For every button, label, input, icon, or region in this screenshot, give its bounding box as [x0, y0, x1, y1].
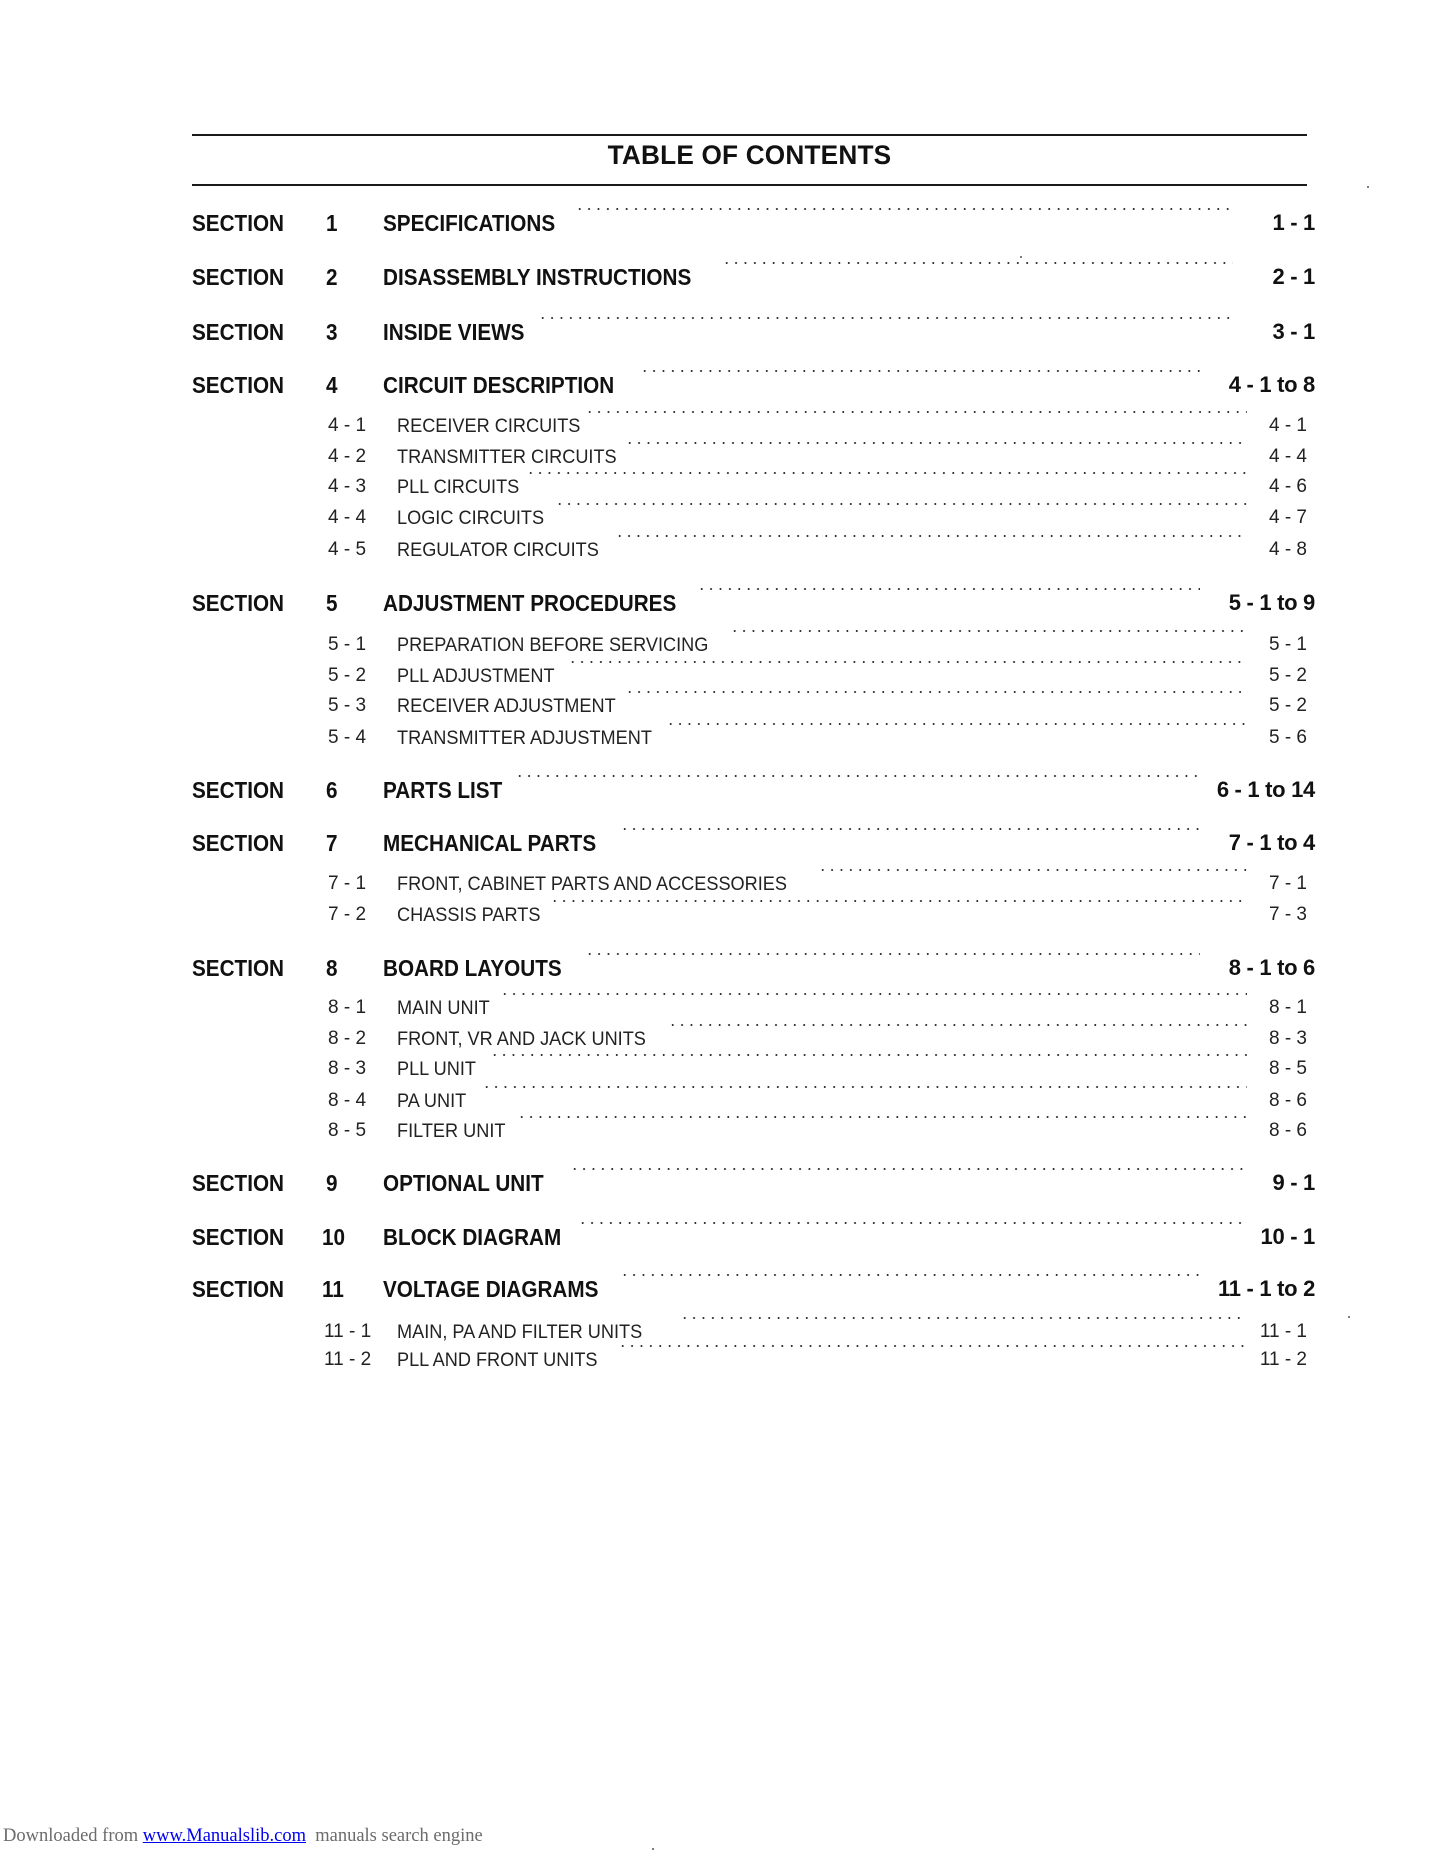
toc-subsection-5-4[interactable] [0, 723, 1445, 753]
subsection-title: PLL UNIT [397, 1058, 476, 1080]
section-number: 9 [326, 1170, 338, 1196]
subsection-page: 5 - 2 [1268, 695, 1307, 716]
subsection-title: TRANSMITTER CIRCUITS [397, 446, 617, 468]
toc-subsection-4-4[interactable] [0, 503, 1445, 533]
dot-leader [680, 1317, 1247, 1319]
toc-subsection-8-5[interactable] [0, 1116, 1445, 1146]
subsection-title: MAIN UNIT [397, 997, 490, 1019]
section-number: 3 [326, 319, 338, 345]
subsection-page: 11 - 2 [1259, 1349, 1307, 1370]
section-title: INSIDE VIEWS [383, 319, 525, 345]
subsection-number: 4 - 1 [328, 415, 367, 436]
section-title: PARTS LIST [383, 777, 503, 803]
toc-subsection-5-2[interactable] [0, 661, 1445, 691]
subsection-page: 4 - 8 [1268, 539, 1307, 560]
dot-leader [818, 869, 1247, 871]
subsection-page: 7 - 1 [1268, 873, 1307, 894]
subsection-number: 8 - 1 [328, 997, 367, 1018]
subsection-title: LOGIC CIRCUITS [397, 507, 545, 529]
subsection-number: 11 - 2 [324, 1349, 372, 1370]
dot-leader [615, 535, 1247, 537]
section-page: 3 - 1 [1272, 319, 1315, 344]
subsection-title: MAIN, PA AND FILTER UNITS [397, 1321, 643, 1343]
dot-leader [668, 1024, 1247, 1026]
section-label: SECTION [192, 955, 285, 981]
toc-section-2[interactable] [0, 262, 1445, 292]
section-title: CIRCUIT DESCRIPTION [383, 372, 615, 398]
section-label: SECTION [192, 590, 285, 616]
section-page: 1 - 1 [1272, 210, 1315, 235]
section-page: 7 - 1 to 4 [1228, 830, 1315, 855]
dot-leader [515, 775, 1200, 777]
toc-subsection-5-3[interactable] [0, 691, 1445, 721]
toc-section-5[interactable] [0, 588, 1445, 618]
subsection-title: FILTER UNIT [397, 1120, 506, 1142]
page-title: TABLE OF CONTENTS [607, 140, 892, 170]
section-label: SECTION [192, 264, 285, 290]
subsection-number: 8 - 4 [328, 1090, 367, 1111]
subsection-title: CHASSIS PARTS [397, 904, 541, 926]
download-footer [3, 1826, 483, 1847]
subsection-number: 5 - 2 [328, 665, 367, 686]
subsection-number: 5 - 3 [328, 695, 367, 716]
toc-subsection-8-4[interactable] [0, 1086, 1445, 1116]
section-label: SECTION [192, 1224, 285, 1250]
section-page: 5 - 1 to 9 [1228, 590, 1315, 615]
toc-subsection-8-1[interactable] [0, 993, 1445, 1023]
subsection-page: 5 - 2 [1268, 665, 1307, 686]
dot-leader [585, 953, 1200, 955]
section-title: MECHANICAL PARTS [383, 830, 597, 856]
top-rule [192, 134, 1307, 136]
toc-subsection-7-2[interactable] [0, 900, 1445, 930]
subsection-number: 8 - 5 [328, 1120, 367, 1141]
subsection-page: 4 - 7 [1268, 507, 1307, 528]
toc-section-11[interactable] [0, 1274, 1445, 1304]
subsection-title: PLL AND FRONT UNITS [397, 1349, 598, 1371]
section-number: 6 [326, 777, 338, 803]
subsection-title: PLL CIRCUITS [397, 476, 520, 498]
section-page: 8 - 1 to 6 [1228, 955, 1315, 980]
section-title: BOARD LAYOUTS [383, 955, 562, 981]
dot-leader [697, 588, 1200, 590]
section-number: 7 [326, 830, 338, 856]
dot-leader [526, 472, 1247, 474]
section-label: SECTION [192, 1276, 285, 1302]
toc-subsection-7-1[interactable] [0, 869, 1445, 899]
section-page: 11 - 1 to 2 [1218, 1276, 1315, 1301]
toc-subsection-8-2[interactable] [0, 1024, 1445, 1054]
subsection-title: RECEIVER ADJUSTMENT [397, 695, 616, 717]
section-number: 1 [326, 210, 338, 236]
dot-leader [625, 691, 1247, 693]
section-label: SECTION [192, 210, 285, 236]
subsection-title: TRANSMITTER ADJUSTMENT [397, 727, 652, 749]
dot-leader [618, 1345, 1247, 1347]
subsection-page: 11 - 1 [1259, 1321, 1307, 1342]
toc-subsection-4-5[interactable] [0, 535, 1445, 565]
subsection-page: 7 - 3 [1268, 904, 1307, 925]
section-title: BLOCK DIAGRAM [383, 1224, 562, 1250]
subsection-number: 5 - 4 [328, 727, 367, 748]
subsection-title: FRONT, VR AND JACK UNITS [397, 1028, 646, 1050]
section-number: 4 [326, 372, 338, 398]
section-label: SECTION [192, 372, 285, 398]
section-label: SECTION [192, 777, 285, 803]
dot-leader [730, 630, 1247, 632]
subsection-number: 4 - 5 [328, 539, 367, 560]
toc-section-8[interactable] [0, 953, 1445, 983]
subsection-page: 4 - 1 [1268, 415, 1307, 436]
subsection-page: 8 - 1 [1268, 997, 1307, 1018]
toc-section-4[interactable] [0, 370, 1445, 400]
dot-leader [482, 1086, 1247, 1088]
subsection-page: 8 - 5 [1268, 1058, 1307, 1079]
section-number: 2 [326, 264, 338, 290]
subsection-page: 4 - 4 [1268, 446, 1307, 467]
subsection-page: 5 - 6 [1268, 727, 1307, 748]
dot-leader [517, 1116, 1247, 1118]
section-label: SECTION [192, 1170, 285, 1196]
section-label: SECTION [192, 830, 285, 856]
subsection-page: 5 - 1 [1268, 634, 1307, 655]
title-bottom-rule [192, 184, 1307, 186]
section-number: 8 [326, 955, 338, 981]
dot-leader [538, 317, 1233, 319]
toc-subsection-11-1[interactable] [0, 1317, 1445, 1347]
toc-section-7[interactable] [0, 828, 1445, 858]
toc-section-6[interactable] [0, 775, 1445, 805]
subsection-number: 7 - 2 [328, 904, 367, 925]
subsection-page: 8 - 6 [1268, 1120, 1307, 1141]
dot-leader [620, 828, 1200, 830]
dot-leader [568, 661, 1247, 663]
dot-leader [575, 208, 1233, 210]
toc-section-9[interactable] [0, 1168, 1445, 1198]
dot-leader [585, 411, 1247, 413]
scan-speck [652, 1848, 654, 1850]
scan-speck [1367, 186, 1369, 188]
dot-leader [500, 993, 1247, 995]
section-title: SPECIFICATIONS [383, 210, 556, 236]
toc-subsection-8-3[interactable] [0, 1054, 1445, 1084]
section-page: 6 - 1 to 14 [1216, 777, 1315, 802]
toc-section-3[interactable] [0, 317, 1445, 347]
dot-leader [722, 262, 1233, 264]
dot-leader [550, 900, 1247, 902]
subsection-page: 8 - 6 [1268, 1090, 1307, 1111]
subsection-number: 4 - 4 [328, 507, 367, 528]
toc-subsection-4-3[interactable] [0, 472, 1445, 502]
subsection-number: 4 - 3 [328, 476, 367, 497]
subsection-title: REGULATOR CIRCUITS [397, 539, 599, 561]
subsection-title: PREPARATION BEFORE SERVICING [397, 634, 709, 656]
subsection-number: 4 - 2 [328, 446, 367, 467]
dot-leader [490, 1054, 1247, 1056]
toc-section-10[interactable] [0, 1222, 1445, 1252]
subsection-title: RECEIVER CIRCUITS [397, 415, 581, 437]
toc-subsection-11-2[interactable] [0, 1345, 1445, 1375]
toc-subsection-4-1[interactable] [0, 411, 1445, 441]
dot-leader [640, 370, 1200, 372]
manualslib-link[interactable]: www.Manualslib.com [142, 1826, 306, 1846]
subsection-number: 8 - 2 [328, 1028, 367, 1049]
toc-subsection-5-1[interactable] [0, 630, 1445, 660]
subsection-title: PLL ADJUSTMENT [397, 665, 555, 687]
dot-leader [555, 503, 1247, 505]
section-page: 4 - 1 to 8 [1228, 372, 1315, 397]
section-title: OPTIONAL UNIT [383, 1170, 544, 1196]
toc-section-1[interactable] [0, 208, 1445, 238]
footer-prefix: Downloaded from [3, 1826, 143, 1846]
section-page: 2 - 1 [1272, 264, 1315, 289]
section-number: 10 [322, 1224, 346, 1250]
subsection-title: FRONT, CABINET PARTS AND ACCESSORIES [397, 873, 788, 895]
scan-speck [1020, 256, 1022, 258]
toc-subsection-4-2[interactable] [0, 442, 1445, 472]
dot-leader [570, 1168, 1247, 1170]
section-title: ADJUSTMENT PROCEDURES [383, 590, 677, 616]
dot-leader [620, 1274, 1200, 1276]
section-page: 9 - 1 [1272, 1170, 1315, 1195]
dot-leader [666, 723, 1247, 725]
subsection-title: PA UNIT [397, 1090, 467, 1112]
section-number: 11 [322, 1276, 344, 1302]
section-title: DISASSEMBLY INSTRUCTIONS [383, 264, 692, 290]
section-number: 5 [326, 590, 338, 616]
scan-speck [1348, 1316, 1350, 1318]
dot-leader [578, 1222, 1247, 1224]
section-label: SECTION [192, 319, 285, 345]
subsection-page: 8 - 3 [1268, 1028, 1307, 1049]
subsection-number: 11 - 1 [324, 1321, 372, 1342]
subsection-number: 7 - 1 [328, 873, 367, 894]
section-page: 10 - 1 [1260, 1224, 1315, 1249]
footer-suffix: manuals search engine [305, 1826, 483, 1846]
dot-leader [625, 442, 1247, 444]
section-title: VOLTAGE DIAGRAMS [383, 1276, 599, 1302]
subsection-number: 8 - 3 [328, 1058, 367, 1079]
subsection-number: 5 - 1 [328, 634, 367, 655]
subsection-page: 4 - 6 [1268, 476, 1307, 497]
